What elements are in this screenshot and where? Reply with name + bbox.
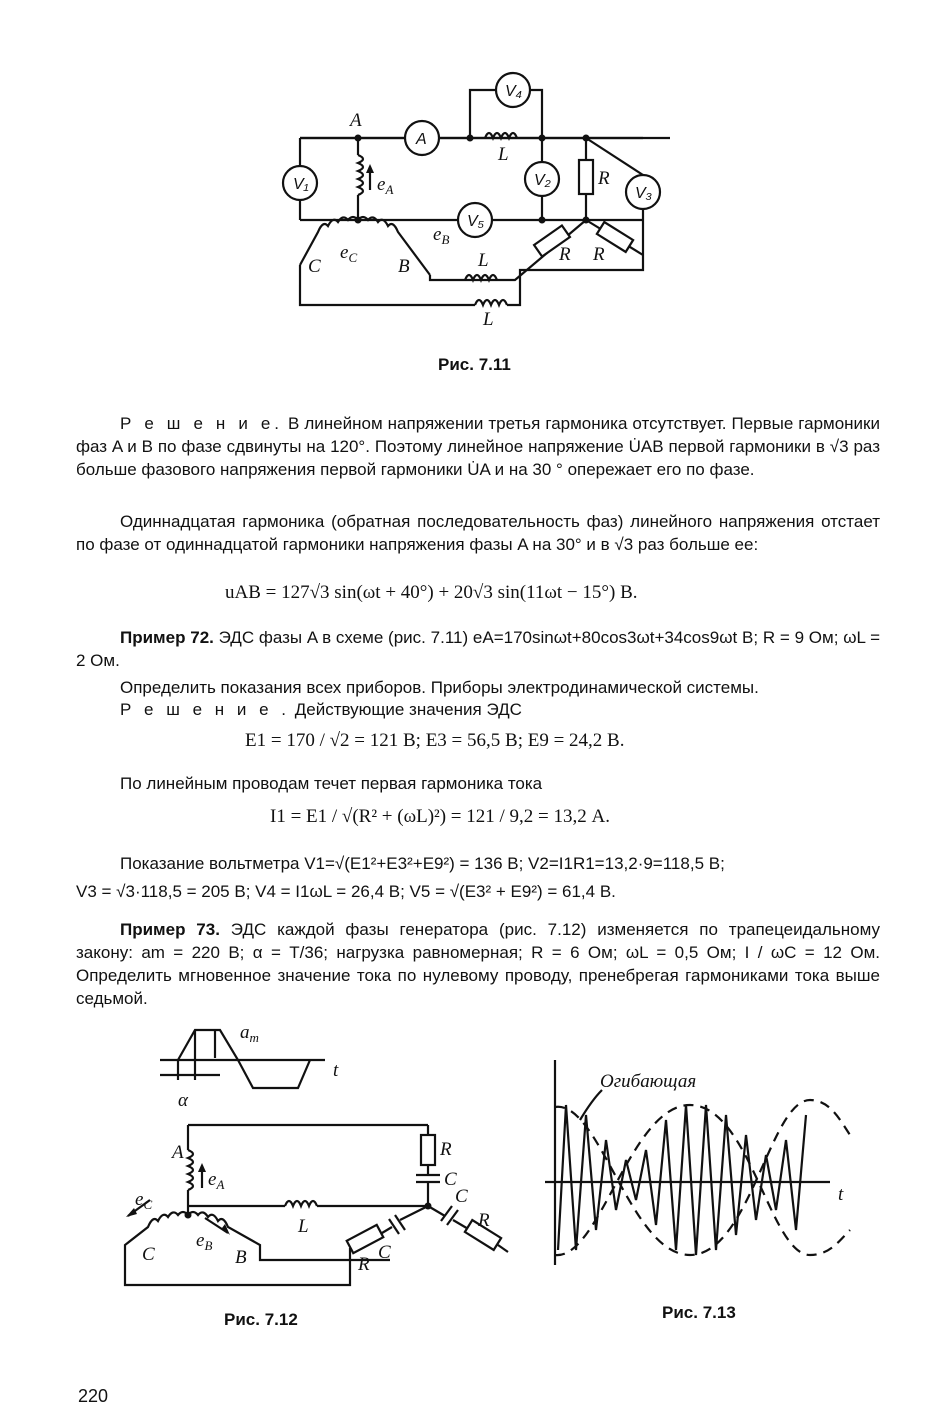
v4-label: V₄ — [505, 83, 523, 100]
example-72-solution-lead: Р е ш е н и е . — [120, 700, 291, 719]
l-label-mid: L — [478, 250, 489, 271]
eb-label-712: $e_B$ — [196, 1230, 213, 1253]
r-label-vertical: R — [598, 168, 610, 189]
example-72-solution-text: Действующие значения ЭДС — [290, 700, 522, 719]
c-label-712-d2: C — [455, 1186, 468, 1207]
am-label: $a_m$ — [240, 1022, 259, 1045]
solution-text: В линейном напряжении третья гармоника отсутствует. Первые гармоники фаз A и B по фазе сдвинуты на 120°. Поэтому линейное напряжение U̇AB первой гармоники в √3 раз больше фазового напряжения первой гармоники U̇A и на 30 ° опережает его по фазе. — [76, 414, 880, 479]
figure-7-12-circuit — [120, 1020, 510, 1310]
ec-label-712: $e_C$ — [135, 1189, 153, 1212]
r-label-1: R — [559, 244, 571, 265]
example-72-solution — [76, 698, 880, 721]
figure-7-11-caption: Рис. 7.11 — [438, 355, 511, 374]
example-72-task: Определить показания всех приборов. Приборы электродинамической системы. — [120, 678, 759, 697]
r-label-712-d1: R — [358, 1254, 370, 1275]
example-73-title: Пример 73. — [120, 920, 220, 939]
c-label: C — [308, 256, 321, 277]
envelope-label: Огибающая — [600, 1071, 697, 1092]
b-label: B — [398, 256, 410, 277]
formula-uab: uAB = 127√3 sin(ωt + 40°) + 20√3 sin(11ωt − 15°) В. — [225, 582, 638, 603]
l-label-712: L — [298, 1216, 309, 1237]
example-72-paragraph — [76, 626, 880, 672]
node-a-label: A — [350, 110, 362, 131]
r-label-2: R — [593, 244, 605, 265]
example-73-paragraph — [76, 918, 880, 1010]
alpha-label: α — [178, 1090, 188, 1111]
example-73-text: ЭДС каждой фазы генератора (рис. 7.12) изменяется по трапецеидальному закону: am = 220 В; α = T/36; нагрузка равномерная; R = 6 Ом; ωL = 0,5 Ом; I / ωC = 12 Ом. Определить мгновенное значение тока по нулевому проводу, пренебрегая гармониками тока выше седьмой. — [76, 920, 881, 1008]
formula-current: I1 = E1 / √(R² + (ωL)²) = 121 / 9,2 = 13,2 А. — [270, 806, 610, 827]
t-label-713: t — [838, 1184, 844, 1205]
c-phase-label: C — [142, 1244, 155, 1265]
v1-label: V₁ — [293, 176, 309, 193]
t-label-712: t — [333, 1060, 339, 1081]
ammeter-label: A — [416, 131, 427, 148]
b-phase-label: B — [235, 1247, 247, 1268]
example-72-text: ЭДС фазы A в схеме (рис. 7.11) eA=170sinωt+80cos3ωt+34cos9ωt В; R = 9 Ом; ωL = 2 Ом. — [76, 628, 880, 670]
ec-label: $e_C$ — [340, 242, 358, 265]
r-label-712-v: R — [440, 1139, 452, 1160]
v3-label: V₃ — [635, 185, 653, 202]
figure-7-12-caption: Рис. 7.12 — [224, 1310, 298, 1329]
page-number: 220 — [78, 1386, 109, 1406]
c-label-712-d1: C — [378, 1242, 391, 1263]
l-label-top: L — [498, 144, 509, 165]
v2-label: V₂ — [534, 172, 551, 189]
voltmeter-line-2: V3 = √3·118,5 = 205 В; V4 = I1ωL = 26,4 В; V5 = √(E3² + E9²) = 61,4 В. — [76, 882, 616, 901]
eb-label: $e_B$ — [433, 224, 450, 247]
voltmeter-line-1: Показание вольтметра V1=√(E1²+E3²+E9²) = 136 В; V2=I1R1=13,2·9=118,5 В; — [120, 854, 725, 873]
solution-paragraph-1 — [76, 412, 880, 481]
ea-label: $e_A$ — [377, 174, 394, 197]
a-label-712: A — [172, 1142, 184, 1163]
figure-7-11-circuit — [270, 60, 670, 340]
example-72-title: Пример 72. — [120, 628, 214, 647]
v5-label: V₅ — [467, 213, 485, 230]
figure-7-13-caption: Рис. 7.13 — [662, 1303, 736, 1322]
solution-paragraph-2: Одиннадцатая гармоника (обратная последовательность фаз) линейного напряжения отстает по фазе от одиннадцатой гармоники напряжения фазы A на 30° и в √3 раз больше ее: — [76, 512, 880, 554]
formula-emf: E1 = 170 / √2 = 121 В; E3 = 56,5 В; E9 = 24,2 В. — [245, 730, 625, 751]
l-label-bottom: L — [483, 309, 494, 330]
figure-7-13-plot — [540, 1060, 870, 1280]
ea-label-712: $e_A$ — [208, 1169, 225, 1192]
r-label-712-d2: R — [478, 1210, 490, 1231]
c-label-712-v: C — [444, 1169, 457, 1190]
solution-lead: Р е ш е н и е. — [120, 414, 283, 433]
current-paragraph: По линейным проводам течет первая гармоника тока — [120, 774, 543, 793]
